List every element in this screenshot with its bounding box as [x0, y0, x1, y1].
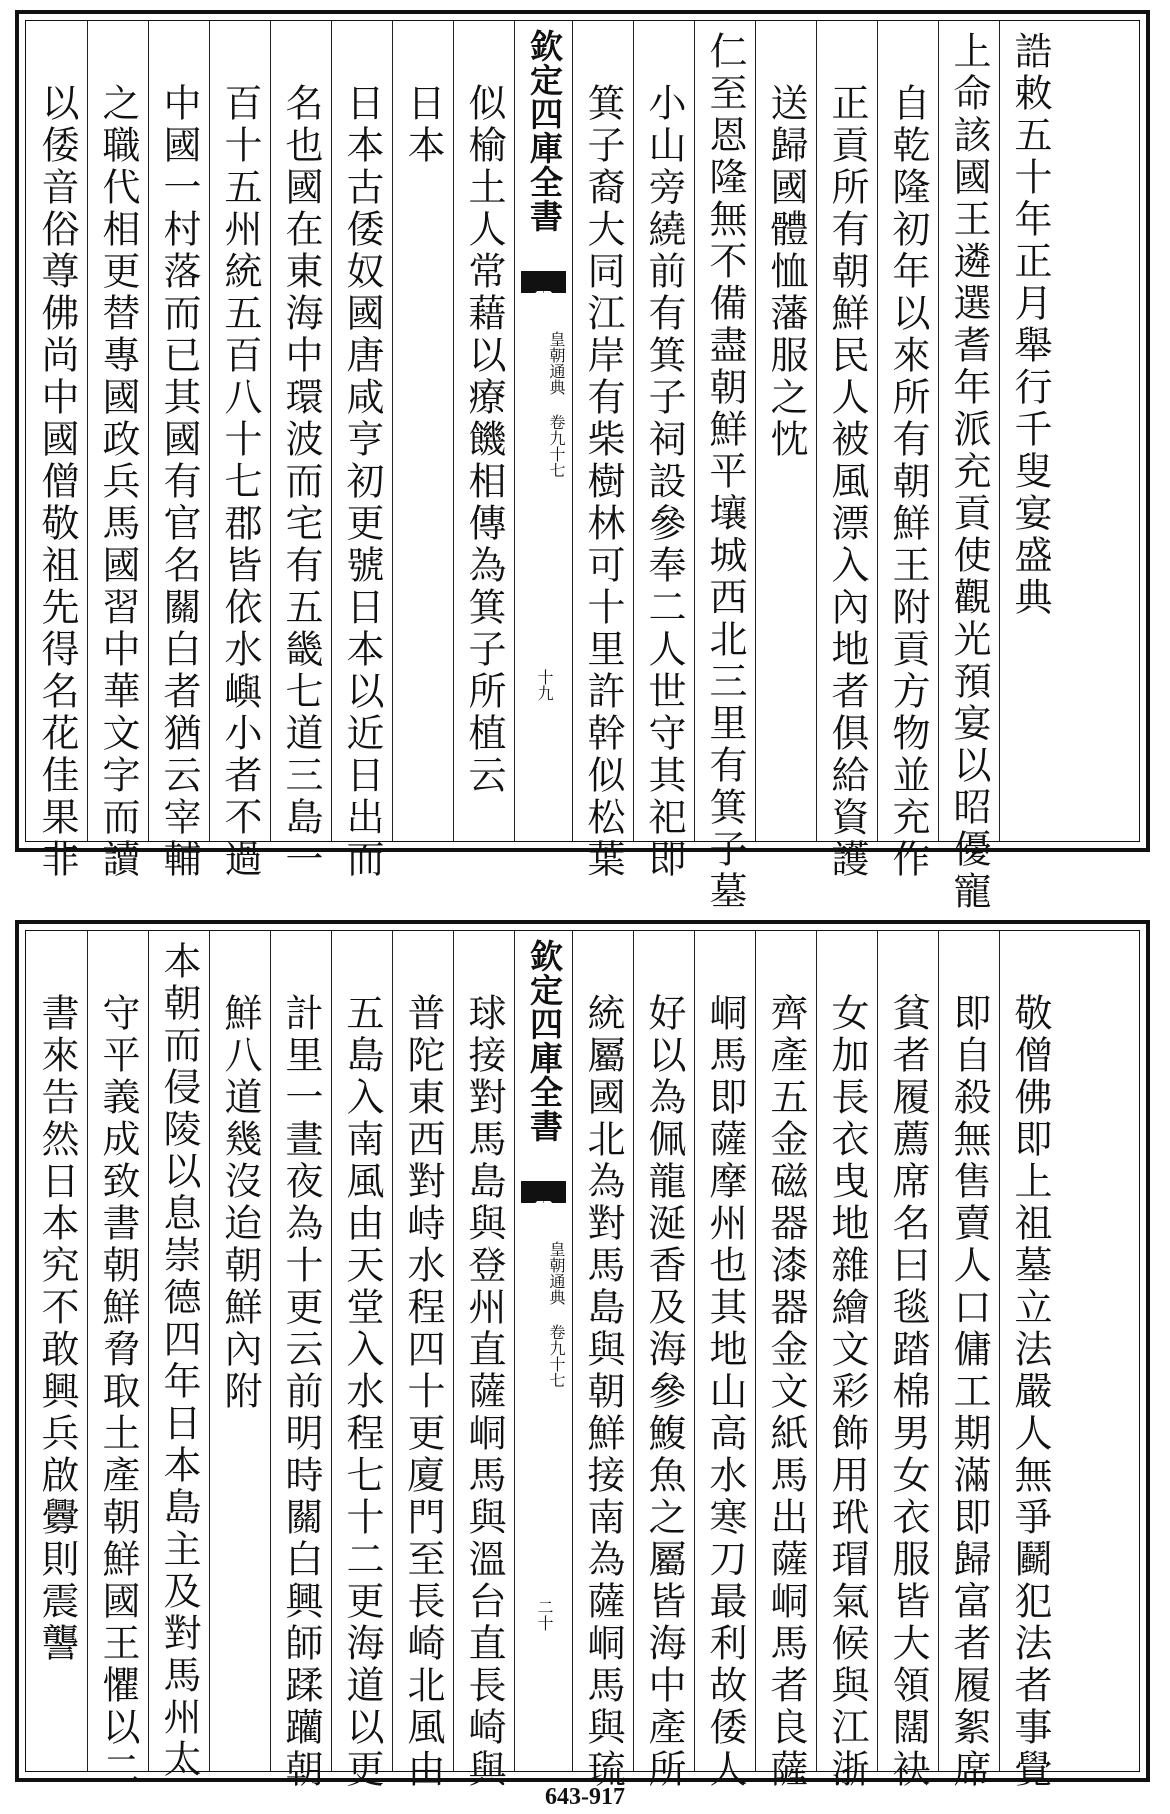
- column-text: 女加長衣曳地雜繪文彩飾用玳瑁氣候與江浙: [825, 993, 869, 1791]
- collection-title: 欽定四庫全書: [525, 29, 564, 233]
- fold-column: [514, 931, 572, 1771]
- column-text: 箕子裔大同江岸有柴樹林可十里許幹似松葉: [581, 83, 625, 881]
- text-column: [572, 21, 633, 881]
- text-column: [270, 21, 331, 881]
- catalog-number: 643-917: [545, 1784, 625, 1810]
- text-column: [633, 931, 694, 1791]
- text-column: [87, 21, 148, 881]
- column-text: 貧者履薦席名曰毯踏棉男女衣服皆大領闊袂: [886, 993, 930, 1791]
- column-text: 小山旁繞前有箕子祠設參奉二人世守其祀即: [642, 83, 686, 881]
- text-column: [392, 931, 453, 1791]
- section-heading: 日本: [401, 83, 445, 167]
- volume-number: 卷九十七: [547, 1324, 566, 1388]
- column-text: 普陀東西對峙水程四十更廈門至長崎北風由: [401, 993, 445, 1791]
- text-column: [694, 931, 755, 1791]
- text-column: [694, 21, 755, 913]
- column-text: 中國一村落而已其國有官名關白者猶云宰輔: [157, 83, 201, 881]
- text-column: [148, 931, 209, 1781]
- text-column: [755, 931, 816, 1791]
- book-meta: [519, 1241, 568, 1388]
- column-text: 峒馬即薩摩州也其地山高水寒刀最利故倭人: [703, 993, 747, 1791]
- column-text: 敬僧佛即上祖墓立法嚴人無爭鬬犯法者事覺: [1008, 993, 1052, 1791]
- text-column: [453, 931, 514, 1791]
- column-text: 仁至恩隆無不備盡朝鮮平壤城西北三里有箕子墓: [703, 31, 747, 913]
- collection-title: 欽定四庫全書: [525, 939, 564, 1143]
- column-text: 百十五州統五百八十七郡皆依水嶼小者不過: [218, 83, 262, 881]
- text-column: [938, 931, 999, 1791]
- bottom-page: [15, 920, 1150, 1791]
- text-column: [999, 931, 1060, 1791]
- column-text: 上命該國王遴選耆年派充貢使觀光預宴以昭優寵: [947, 31, 991, 913]
- leaf-number: 二十: [535, 1599, 554, 1631]
- text-column: [633, 21, 694, 881]
- fishtail-mark: [521, 1181, 566, 1203]
- book-title: 皇朝通典: [547, 1241, 566, 1305]
- text-column: [999, 21, 1060, 841]
- fishtail-mark: [521, 271, 566, 293]
- text-column: [26, 931, 87, 1771]
- column-text: 似榆土人常藉以療饑相傳為箕子所植云: [462, 83, 506, 797]
- column-text: 誥敕五十年正月舉行千叟宴盛典: [1008, 31, 1052, 619]
- fold-column: [514, 21, 572, 841]
- text-column: [209, 931, 270, 1771]
- text-column: [331, 931, 392, 1791]
- book-title: 皇朝通典: [547, 331, 566, 395]
- column-text: 日本古倭奴國唐咸亨初更號日本以近日出而: [340, 83, 384, 881]
- leaf-number: 十九: [535, 669, 554, 701]
- text-column: [877, 21, 938, 881]
- column-text: 球接對馬島與登州直薩峒馬與溫台直長崎與: [462, 993, 506, 1791]
- volume-number: 卷九十七: [547, 414, 566, 478]
- column-text: 自乾隆初年以來所有朝鮮王附貢方物並充作: [886, 83, 930, 881]
- column-text: 計里一晝夜為十更云前明時關白興師蹂躪朝: [279, 993, 323, 1791]
- top-page-frame: [25, 20, 1140, 913]
- column-text: 書來告然日本究不敢興兵啟釁則震讋: [35, 993, 79, 1665]
- text-column: [270, 931, 331, 1791]
- text-column: [938, 21, 999, 913]
- text-column: [755, 21, 816, 841]
- text-column: [453, 21, 514, 841]
- column-text: 鮮八道幾沒迨朝鮮內附: [218, 993, 262, 1413]
- text-column: [87, 931, 148, 1791]
- book-meta: [519, 331, 568, 478]
- column-text: 即自殺無售賣人口傭工期滿即歸富者履絮席: [947, 993, 991, 1791]
- text-column: [148, 21, 209, 881]
- text-column: [816, 21, 877, 881]
- column-text: 以倭音俗尊佛尚中國僧敬祖先得名花佳果非: [35, 83, 79, 881]
- column-text: 守平義成致書朝鮮脅取土產朝鮮國王懼以二: [96, 993, 140, 1791]
- text-column: [572, 931, 633, 1791]
- bottom-page-frame: [25, 930, 1140, 1791]
- column-text: 統屬國北為對馬島與朝鮮接南為薩峒馬與琉: [581, 993, 625, 1791]
- text-column: [331, 21, 392, 881]
- column-text: 送歸國體恤藩服之忱: [764, 83, 808, 461]
- section-heading-column: [392, 21, 453, 841]
- text-column: [877, 931, 938, 1791]
- column-text: 名也國在東海中環波而宅有五畿七道三島一: [279, 83, 323, 881]
- column-text: 之職代相更替專國政兵馬國習中華文字而讀: [96, 83, 140, 881]
- column-text: 好以為佩龍涎香及海參鰒魚之屬皆海中產所: [642, 993, 686, 1791]
- column-text: 五島入南風由天堂入水程七十二更海道以更: [340, 993, 384, 1791]
- text-column: [209, 21, 270, 881]
- column-text: 正貢所有朝鮮民人被風漂入內地者俱給資護: [825, 83, 869, 881]
- text-column: [26, 21, 87, 881]
- column-text: 本朝而侵陵以息崇德四年日本島主及對馬州太: [157, 941, 201, 1781]
- top-page: [15, 10, 1150, 913]
- text-column: [816, 931, 877, 1791]
- column-text: 齊產五金磁器漆器金文紙馬出薩峒馬者良薩: [764, 993, 808, 1791]
